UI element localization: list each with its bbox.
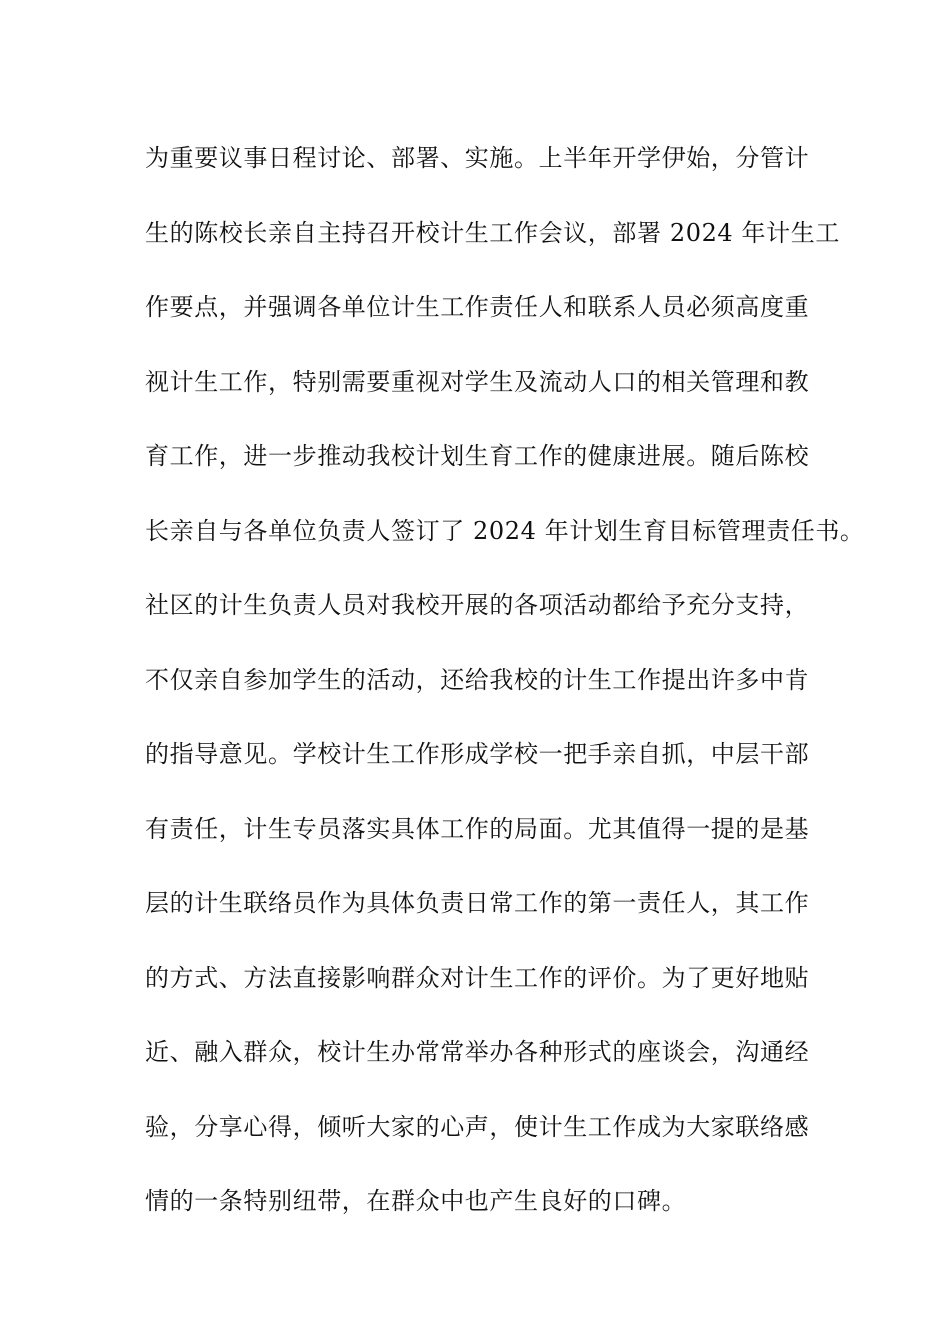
text-line: 的指导意见。学校计生工作形成学校一把手亲自抓，中层干部 <box>145 740 810 768</box>
text-line: 近、融入群众，校计生办常常举办各种形式的座谈会，沟通经 <box>145 1038 810 1066</box>
text-line: 验，分享心得，倾听大家的心声，使计生工作成为大家联络感 <box>145 1112 810 1141</box>
text-line: 社区的计生负责人员对我校开展的各项活动都给予充分支持， <box>145 591 810 619</box>
text-line: 作要点，并强调各单位计生工作责任人和联系人员必须高度重 <box>145 293 810 321</box>
text-line: 为重要议事日程讨论、部署、实施。上半年开学伊始，分管计 <box>145 144 810 172</box>
text-line: 情的一条特别纽带，在群众中也产生良好的口碑。 <box>145 1187 687 1215</box>
text-line: 有责任，计生专员落实具体工作的局面。尤其值得一提的是基 <box>145 814 810 843</box>
text-line: 视计生工作，特别需要重视对学生及流动人口的相关管理和教 <box>145 367 810 396</box>
text-line: 长亲自与各单位负责人签订了 2024 年计划生育目标管理责任书。 <box>145 516 865 545</box>
text-line: 生的陈校长亲自主持召开校计生工作会议，部署 2024 年计生工 <box>145 218 840 247</box>
text-line: 不仅亲自参加学生的活动，还给我校的计生工作提出许多中肯 <box>145 665 810 694</box>
text-line: 的方式、方法直接影响群众对计生工作的评价。为了更好地贴 <box>145 963 810 992</box>
text-line: 育工作，进一步推动我校计划生育工作的健康进展。随后陈校 <box>145 442 810 470</box>
body-paragraph <box>145 130 865 1248</box>
text-line: 层的计生联络员作为具体负责日常工作的第一责任人，其工作 <box>145 889 810 917</box>
